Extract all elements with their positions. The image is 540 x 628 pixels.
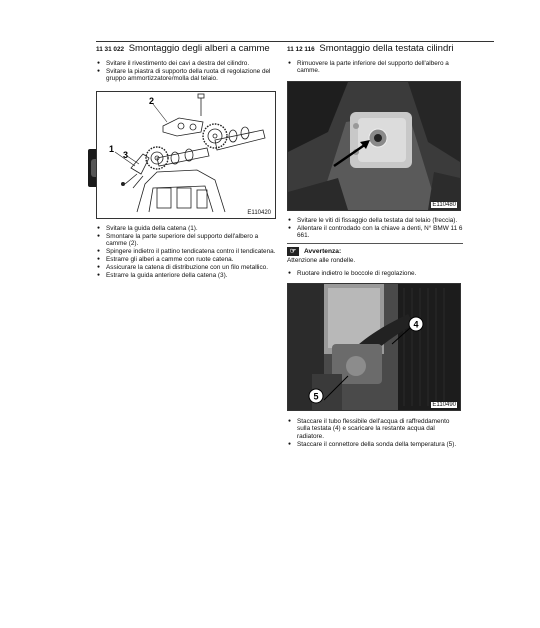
- cylinder-head-image: [288, 82, 460, 210]
- camshaft-drawing: [97, 92, 275, 218]
- warning-header: [287, 247, 463, 256]
- callout-2: 2: [149, 95, 155, 106]
- left-section-heading: [96, 43, 276, 55]
- header-rule: [96, 41, 494, 42]
- list-item: ● Staccare il tubo flessibile dell'acqua di raffreddamento sulla testata (4) e scaricare la restante acqua dal radiatore.: [287, 418, 463, 440]
- warning-text: Attenzione alle rondelle.: [287, 256, 356, 264]
- list-item: ● Svitare le viti di fissaggio della testata dal telaio (freccia).: [287, 217, 463, 224]
- right-steps-middle: [287, 217, 463, 240]
- right-column: [287, 43, 463, 449]
- left-section-number: 11 31 022: [96, 46, 125, 53]
- list-item: ● Ruotare indietro le boccole di regolazione.: [287, 270, 463, 277]
- right-steps-after-warning: [287, 270, 463, 277]
- figure-code: E110480: [432, 201, 456, 208]
- radiator-hose-photo: [287, 283, 461, 411]
- left-steps-bottom: [96, 225, 276, 279]
- callout-4: 4: [413, 319, 419, 330]
- warning-title: Avvertenza:: [304, 247, 342, 255]
- left-steps-top: [96, 60, 276, 83]
- figure-code: E110420: [247, 209, 271, 216]
- hand-warning-icon: ☞: [287, 247, 299, 256]
- warning-box: [287, 243, 463, 264]
- list-item: ● Svitare la piastra di supporto della ruota di regolazione del gruppo ammortizzatore/molla dal telaio.: [96, 68, 276, 83]
- right-section-number: 11 12 116: [287, 46, 315, 53]
- callout-1: 1: [109, 143, 115, 154]
- figure-code: E110490: [432, 401, 456, 408]
- list-item: ● Spingere indietro il pattino tendicatena contro il tendicatena.: [96, 248, 276, 255]
- right-steps-top: [287, 60, 463, 75]
- callout-3: 3: [123, 149, 129, 160]
- right-section-heading: [287, 43, 463, 55]
- left-column: [96, 43, 276, 280]
- camshaft-figure: [96, 91, 276, 219]
- list-item: ● Staccare il connettore della sonda della temperatura (5).: [287, 441, 463, 448]
- list-item: ● Allentare il controdado con la chiave a denti, N° BMW 11 6 661.: [287, 225, 463, 240]
- cylinder-head-photo: [287, 81, 461, 211]
- right-steps-bottom: [287, 418, 463, 448]
- callout-5: 5: [313, 391, 319, 402]
- list-item: ● Assicurare la catena di distribuzione con un filo metallico.: [96, 264, 276, 271]
- left-section-title: Smontaggio degli alberi a camme: [128, 43, 270, 54]
- list-item: ● Estrarre gli alberi a camme con ruote catena.: [96, 256, 276, 263]
- list-item: ● Estrarre la guida anteriore della catena (3).: [96, 272, 276, 279]
- list-item: ● Svitare il rivestimento dei cavi a destra del cilindro.: [96, 60, 276, 67]
- radiator-hose-image: [288, 284, 460, 410]
- list-item: ● Smontare la parte superiore del supporto dell'albero a camme (2).: [96, 233, 276, 248]
- right-section-title: Smontaggio della testata cilindri: [319, 43, 454, 54]
- list-item: ● Rimuovere la parte inferiore del supporto dell'albero a camme.: [287, 60, 463, 75]
- list-item: ● Svitare la guida della catena (1).: [96, 225, 276, 232]
